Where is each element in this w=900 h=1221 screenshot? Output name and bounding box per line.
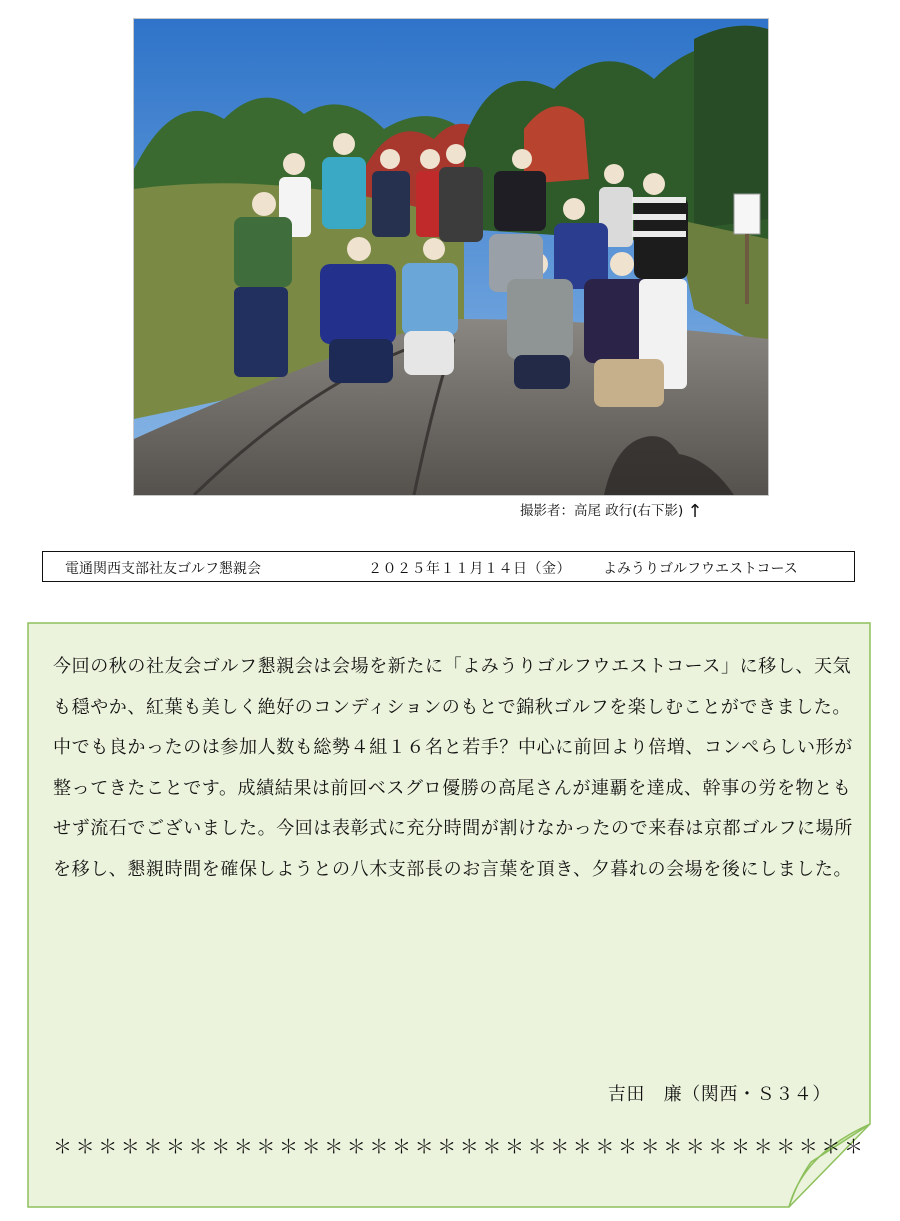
caption-date: ２０２５年１１月１４日（金） bbox=[368, 561, 571, 577]
article-divider: ＊＊＊＊＊＊＊＊＊＊＊＊＊＊＊＊＊＊＊＊＊＊＊＊＊＊＊＊＊＊＊＊＊＊＊＊ bbox=[53, 1136, 867, 1158]
article-author: 吉田 廉（関西・Ｓ３４） bbox=[607, 1084, 831, 1105]
up-arrow-icon: ↑ bbox=[687, 501, 703, 522]
group-photo-illustration bbox=[134, 19, 768, 495]
article-paragraph-2: 中でも良かったのは参加人数も総勢４組１６名と若手？中心に前回より倍増、コンぺらしい形が整ってきたことです。成績結果は前回ベスグロ優勝の高尾さんが連覇を達成、幹事の労を物ともせず流石でございました。今回は表彰式に充分時間が割けなかったので来春は京都ゴルフに場所を移し、懇親時間を確保しようとの八木支部長のお言葉を頂き、夕暮れの会場を後にしました。 bbox=[53, 737, 853, 880]
photo-credit-text: 撮影者：高尾 政行(右下影) bbox=[520, 503, 684, 519]
article-body bbox=[53, 647, 853, 890]
group-photo bbox=[133, 18, 769, 496]
article-paragraph-1: 今回の秋の社友会ゴルフ懇親会は会場を新たに「よみうりゴルフウエストコース」に移し、天気も穏やか、紅葉も美しく絶好のコンディションのもとで錦秋ゴルフを楽しむことができました。 bbox=[53, 656, 852, 718]
caption-organization: 電通関西支部社友ゴルフ懇親会 bbox=[65, 561, 261, 577]
caption-venue: よみうりゴルフウエストコース bbox=[603, 561, 798, 577]
event-caption bbox=[42, 551, 855, 582]
photo-credit bbox=[520, 499, 702, 522]
article-note bbox=[27, 622, 871, 1208]
